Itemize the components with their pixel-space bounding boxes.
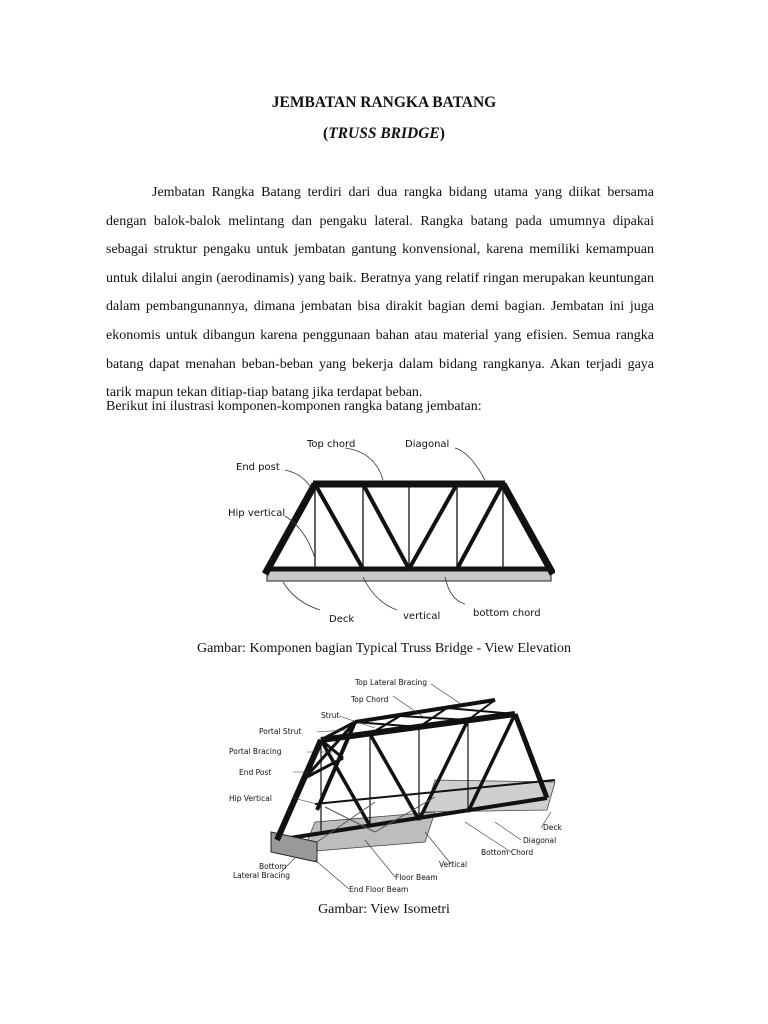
figure2-caption: Gambar: View Isometri bbox=[318, 902, 450, 917]
iso-label-portal-strut: Portal Strut bbox=[259, 727, 302, 736]
iso-label-bottom-lateral-bracing-1: Bottom bbox=[259, 862, 287, 871]
truss-elevation-figure bbox=[225, 432, 555, 632]
page-subtitle bbox=[0, 125, 768, 143]
label-deck: Deck bbox=[329, 614, 355, 625]
verticals bbox=[315, 484, 503, 569]
leader-lines bbox=[283, 448, 485, 610]
iso-label-strut: Strut bbox=[321, 711, 340, 720]
iso-label-deck: Deck bbox=[543, 823, 562, 832]
iso-label-diagonal: Diagonal bbox=[523, 836, 557, 845]
label-hip-vertical: Hip vertical bbox=[228, 508, 286, 519]
subtitle-open-paren: ( bbox=[323, 125, 329, 142]
truss-isometric-figure bbox=[225, 672, 570, 900]
body-paragraph-block bbox=[106, 179, 654, 408]
figure1-caption: Gambar: Komponen bagian Typical Truss Bridge - View Elevation bbox=[196, 641, 572, 656]
iso-label-bottom-chord: Bottom Chord bbox=[481, 848, 534, 857]
iso-label-bottom-lateral-bracing-2: Lateral Bracing bbox=[233, 871, 291, 880]
label-bottom-chord: bottom chord bbox=[473, 608, 541, 619]
body-paragraph: Jembatan Rangka Batang terdiri dari dua rangka bidang utama yang diikat bersama dengan balok-balok melintang dan pengaku lateral. Rangka batang pada umumnya dipakai sebagai struktur pengaku untuk jembatan gantung konvensional, karena memiliki kemampuan untuk dilalui angin (aerodinamis) yang baik. Beratnya yang relatif ringan merupakan keuntungan dalam pembangunannya, dimana jembatan bisa dirakit bagian demi bagian. Jembatan ini juga ekonomis untuk dibangun karena penggunaan bahan atau material yang efisien. Semua rangka batang dapat menahan beban-beban yang bekerja dalam bidang rangkanya. Akan terjadi gaya tarik mapun tekan ditiap-tiap batang jika terdapat beban. bbox=[106, 185, 654, 401]
iso-portal-bracing bbox=[305, 722, 355, 778]
subtitle-close-paren: ) bbox=[439, 125, 445, 142]
iso-label-top-lateral-bracing: Top Lateral Bracing bbox=[355, 678, 428, 687]
iso-label-hip-vertical: Hip Vertical bbox=[229, 794, 272, 803]
page-title: JEMBATAN RANGKA BATANG bbox=[271, 94, 497, 111]
subtitle-italic: TRUSS BRIDGE bbox=[328, 125, 440, 142]
end-post-right bbox=[503, 484, 553, 574]
iso-label-vertical: Vertical bbox=[439, 860, 468, 869]
iso-label-end-floor-beam: End Floor Beam bbox=[349, 885, 409, 894]
iso-label-floor-beam: Floor Beam bbox=[395, 873, 438, 882]
intro-line: Berikut ini ilustrasi komponen-komponen rangka batang jembatan: bbox=[106, 399, 482, 414]
iso-label-portal-bracing: Portal Bracing bbox=[229, 747, 282, 756]
label-end-post: End post bbox=[236, 462, 280, 473]
label-diagonal: Diagonal bbox=[405, 439, 450, 450]
iso-label-top-chord: Top Chord bbox=[351, 695, 389, 704]
label-top-chord: Top chord bbox=[307, 439, 356, 450]
label-vertical: vertical bbox=[403, 611, 441, 622]
end-post-left bbox=[265, 484, 315, 574]
iso-label-end-post: End Post bbox=[239, 768, 272, 777]
